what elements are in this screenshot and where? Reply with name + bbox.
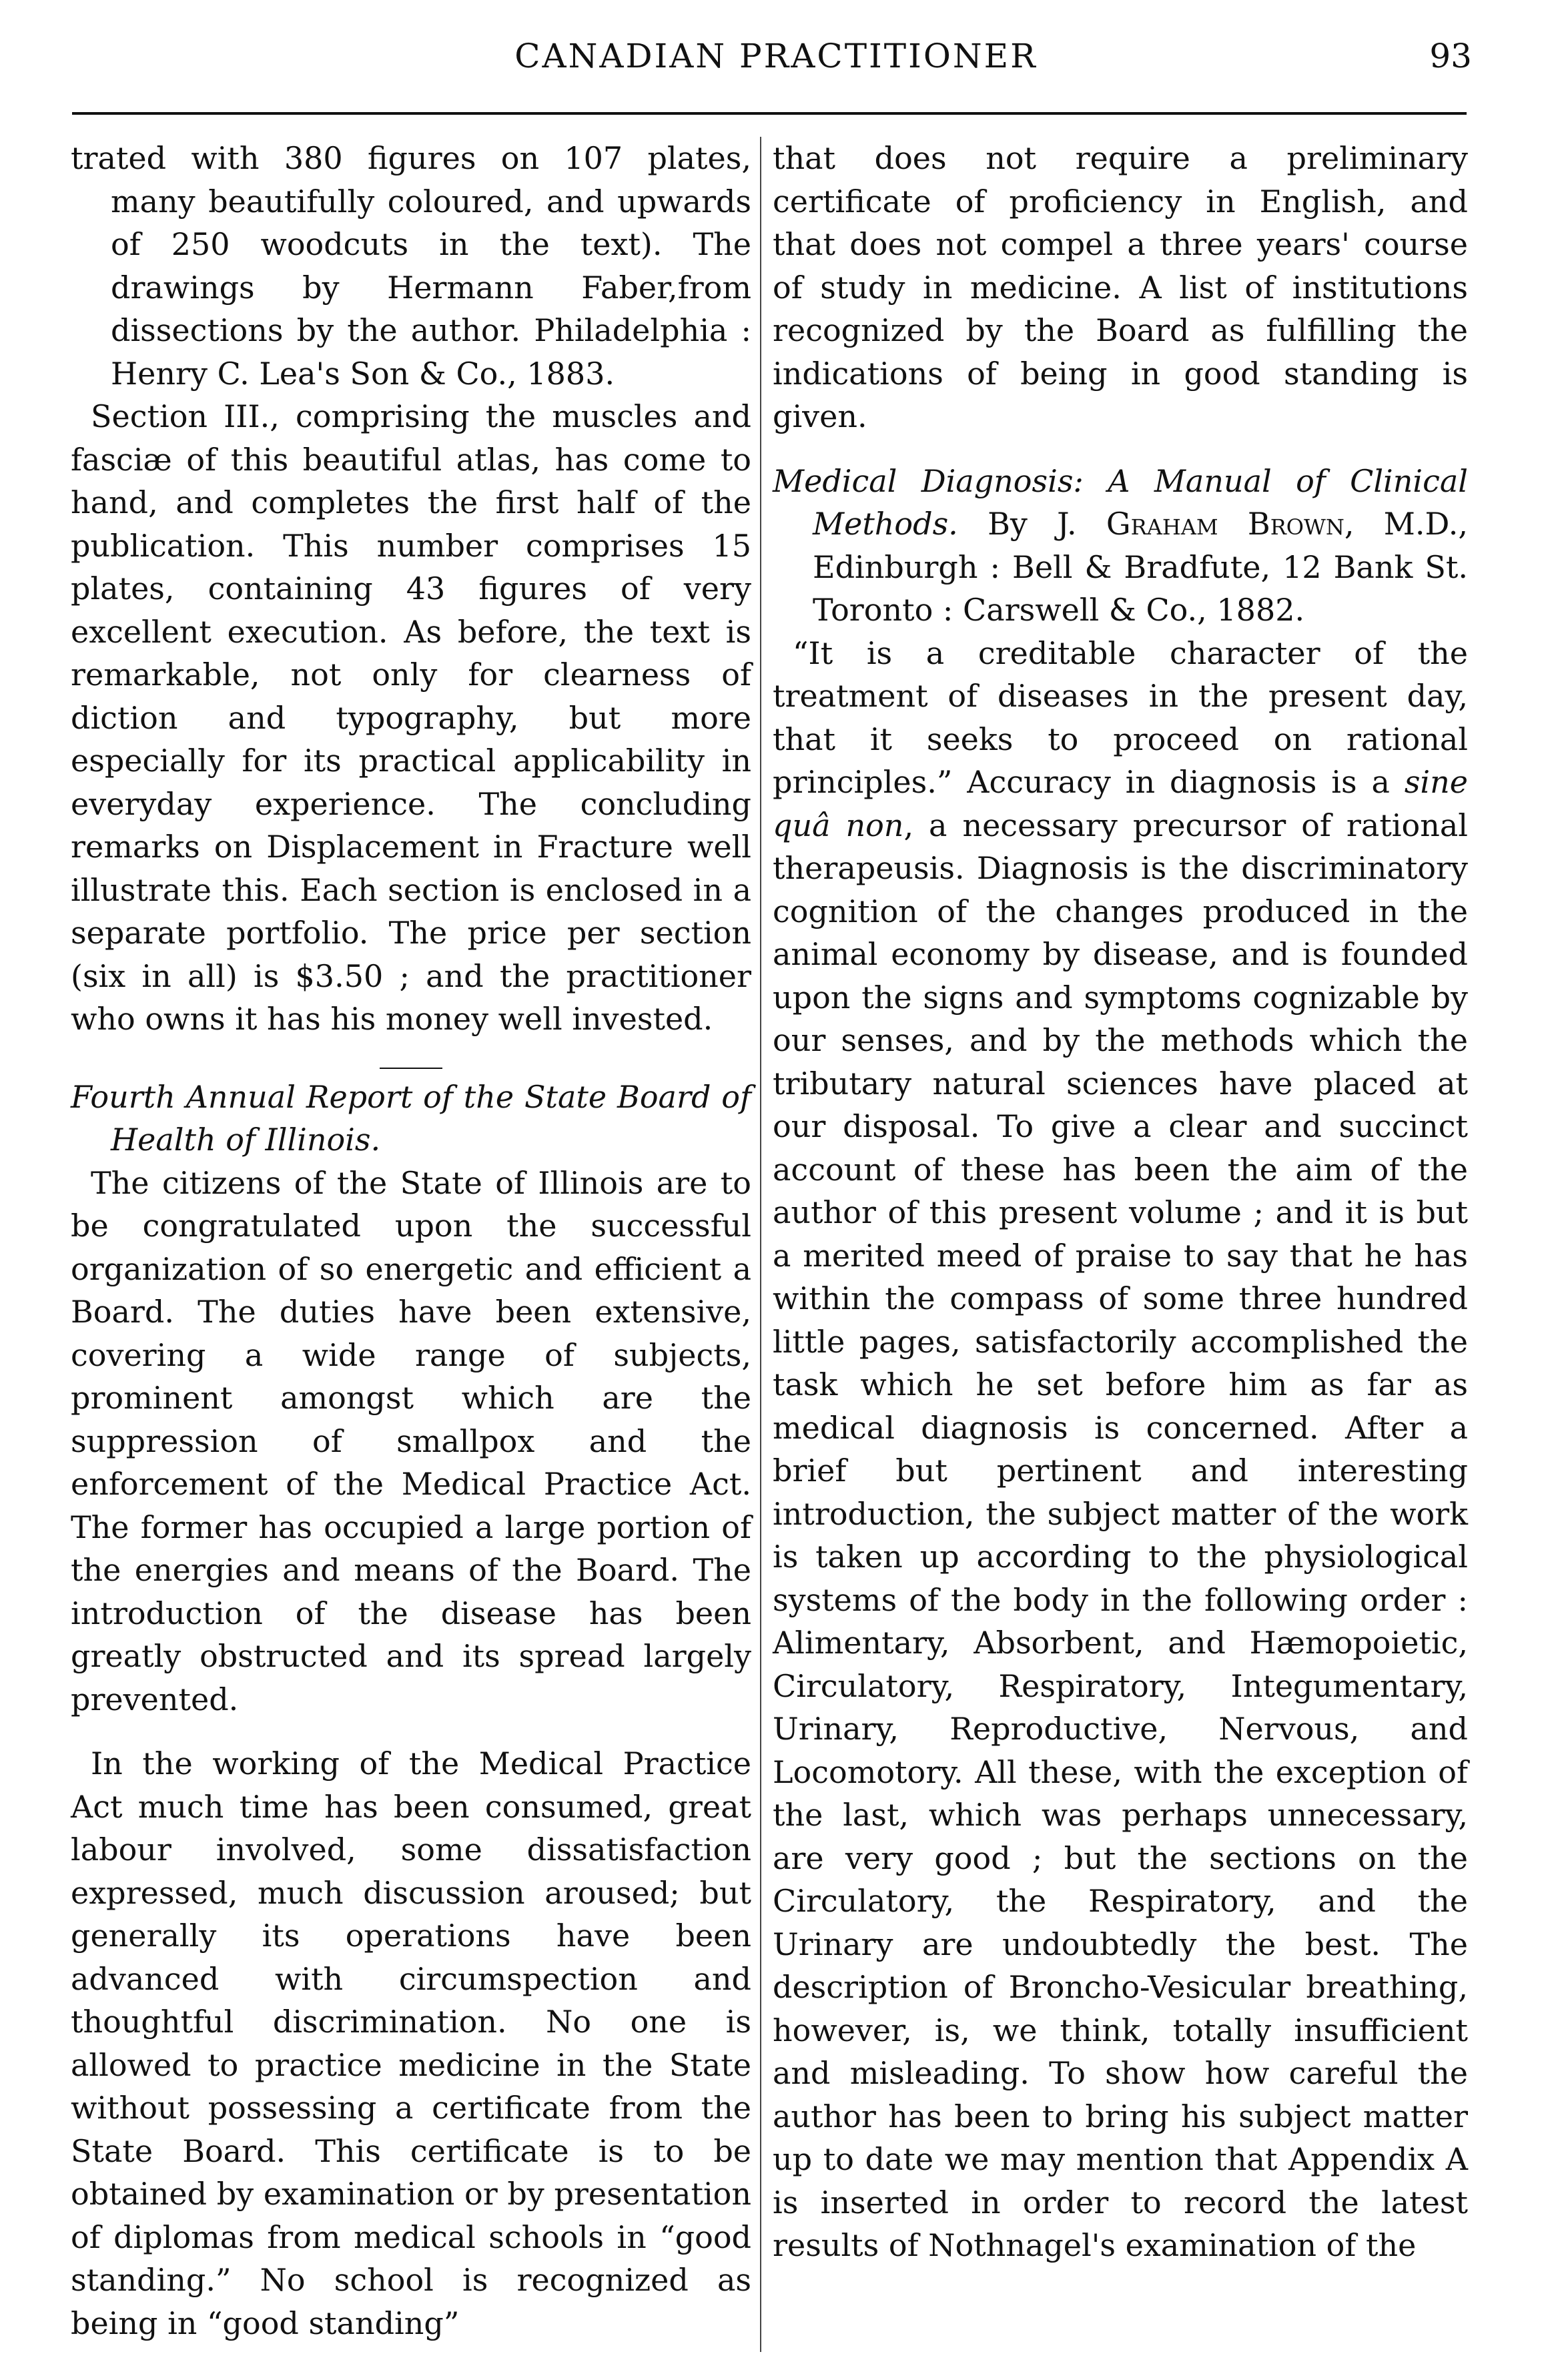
author-prefix: By J. (988, 506, 1106, 542)
author-name: Graham Brown (1106, 506, 1344, 542)
review-title: Fourth Annual Report of the State Board of Health of Illinois. (71, 1078, 751, 1158)
review-paragraph: that does not require a preliminary certificate of proficiency in English, and that does not compel a three years' course of study in medicine. A list of institutions recognized by the Board as fulfilling the indications of being in good standing is given. (773, 140, 1468, 434)
publisher-info: , M.D., Edinburgh : Bell & Bradfute, 12 Bank St. Toronto : Carswell & Co., 1882. (813, 506, 1468, 628)
right-column (773, 137, 1468, 2267)
section-divider (380, 1068, 442, 1069)
review-paragraph: The citizens of the State of Illinois are to be congratulated upon the successful organization of so energetic and efficient a Board. The duties have been extensive, covering a wide range of subjects, prominent amongst which are the suppression of smallpox and the enforcement of the Medical Practice Act. The former has occupied a large portion of the energies and means of the Board. The introduction of the disease has been greatly obstructed and its spread largely prevented. (71, 1164, 751, 1717)
review-text: , a necessary precursor of rational therapeusis. Diagnosis is the discriminatory cognition of the changes produced in the animal economy by disease, and is founded upon the signs and symptoms cognizable by our senses, and by the methods which the tributary natural sciences have placed at our disposal. To give a clear and succinct account of these has been the aim of the author of this present volume ; and it is but a merited meed of praise to say that he has within the compass of some three hundred little pages, satisfactorily accomplished the task which he set before him as far as medical diagnosis is concerned. After a brief but pertinent and interesting introduction, the subject matter of the work is taken up according to the physiological systems of the body in the following order : Alimentary, Absorbent, and Hæmopoietic, Circulatory, Respiratory, Integumentary, Urinary, Reproductive, Nervous, and Locomotory. All these, with the exception of the last, which was perhaps unnecessary, are very good ; but the sections on the Circulatory, the Respiratory, and the Urinary are undoubtedly the best. The description of Broncho-Vesicular breathing, however, is, we think, totally insufficient and misleading. To show how careful the author has been to bring his subject matter up to date we may mention that Appendix A is inserted in order to record the latest results of Nothnagel's examination of the (773, 807, 1468, 2263)
review-title: Medical Diagnosis: A Manual of Clinical Methods. (773, 462, 1468, 542)
review-paragraph: In the working of the Medical Practice Act much time has been consumed, great labour involved, some dissatisfaction expressed, much discussion aroused; but generally its operations have been advanced with circumspection and thoughtful discrimination. No one is allowed to practice medicine in the State without possessing a certificate from the State Board. This certificate is to be obtained by examination or by presentation of diplomas from medical schools in “good standing.” No school is recognized as being in “good standing” (71, 1745, 751, 2341)
running-title: CANADIAN PRACTITIONER (514, 37, 1038, 75)
book-citation: trated with 380 figures on 107 plates, many beautifully coloured, and upwards of 250 woodcuts in the text). The drawings by Hermann Faber,from dissections by the author. Philadelphia : Henry C. Lea's Son & Co., 1883. (71, 140, 751, 392)
book-citation (773, 460, 1468, 632)
review-text: “It is a creditable character of the treatment of diseases in the present day, that it seeks to proceed on rational principles.” Accuracy in diagnosis is a (773, 635, 1468, 800)
header-rule (72, 112, 1467, 115)
left-column (71, 137, 751, 2345)
page-header (0, 37, 1552, 97)
page-number: 93 (1429, 37, 1472, 75)
review-paragraph: Section III., comprising the muscles and fasciæ of this beautiful atlas, has come to hand, and completes the first half of the publication. This number comprises 15 plates, containing 43 figures of very excellent execution. As before, the text is remarkable, not only for clearness of diction and typography, but more especially for its practical applicability in everyday experience. The concluding remarks on Displacement in Fracture well illustrate this. Each section is enclosed in a separate portfolio. The price per section (six in all) is $3.50 ; and the practitioner who owns it has his money well invested. (71, 398, 751, 1037)
column-divider (760, 137, 761, 2352)
review-paragraph (773, 632, 1468, 2267)
latin-phrase: sine quâ non (773, 764, 1468, 843)
